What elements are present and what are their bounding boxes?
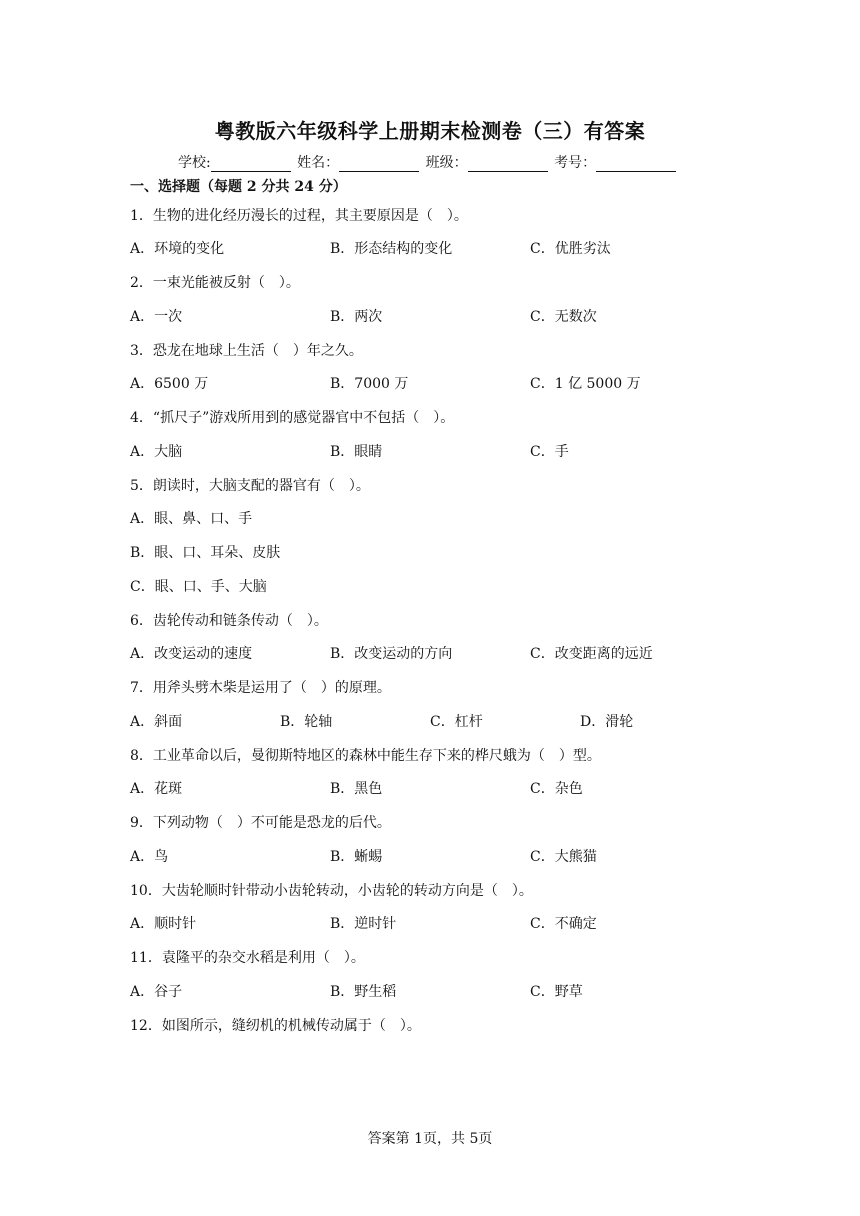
question-6: 6．齿轮传动和链条传动（ ）。	[130, 613, 328, 629]
q2-option-a: A．一次	[130, 309, 183, 325]
q5-option-b: B．眼、口、耳朵、皮肤	[130, 545, 281, 561]
q7-option-d: D．滑轮	[580, 714, 634, 730]
question-8: 8．工业革命以后，曼彻斯特地区的森林中能生存下来的桦尺蛾为（ ）型。	[130, 748, 601, 764]
q3-option-c: C．1 亿 5000 万	[530, 376, 641, 392]
q3-option-a: A．6500 万	[130, 376, 209, 392]
question-2: 2．一束光能被反射（ ）。	[130, 275, 300, 291]
q10-option-a: A．顺时针	[130, 916, 197, 932]
exam-no-blank	[596, 157, 676, 172]
q8-option-a: A．花斑	[130, 781, 183, 797]
page-title: 粤教版六年级科学上册期末检测卷（三）有答案	[214, 119, 646, 143]
q8-option-b: B．黑色	[330, 781, 383, 797]
q5-option-c: C．眼、口、手、大脑	[130, 579, 267, 595]
exam-no-label: 考号：	[554, 155, 597, 171]
q1-option-a: A．环境的变化	[130, 241, 225, 257]
question-4: 4．“抓尺子”游戏所用到的感觉器官中不包括（ ）。	[130, 410, 455, 426]
q7-option-c: C．杠杆	[430, 714, 483, 730]
q11-option-b: B．野生稻	[330, 984, 397, 1000]
name-blank	[339, 157, 419, 172]
q4-option-a: A．大脑	[130, 444, 183, 460]
q7-option-b: B．轮轴	[280, 714, 333, 730]
name-label: 姓名：	[297, 155, 340, 171]
q9-option-c: C．大熊猫	[530, 849, 597, 865]
q4-option-c: C．手	[530, 444, 569, 460]
school-blank	[211, 157, 291, 172]
question-10: 10．大齿轮顺时针带动小齿轮转动，小齿轮的转动方向是（ ）。	[130, 883, 533, 899]
q6-option-c: C．改变距离的远近	[530, 646, 653, 662]
question-9: 9．下列动物（ ）不可能是恐龙的后代。	[130, 815, 391, 831]
q11-option-a: A．谷子	[130, 984, 183, 1000]
class-label: 班级：	[425, 155, 468, 171]
question-3: 3．恐龙在地球上生活（ ）年之久。	[130, 343, 363, 359]
section-heading: 一、选择题（每题 2 分共 24 分）	[130, 179, 347, 195]
q6-option-a: A．改变运动的速度	[130, 646, 253, 662]
question-11: 11．袁隆平的杂交水稻是利用（ ）。	[130, 950, 365, 966]
page-footer: 答案第 1页，共 5页	[367, 1131, 493, 1147]
student-info-row	[178, 152, 678, 172]
q3-option-b: B．7000 万	[330, 376, 409, 392]
q2-option-c: C．无数次	[530, 309, 597, 325]
question-12: 12．如图所示，缝纫机的机械传动属于（ ）。	[130, 1018, 421, 1034]
q9-option-b: B．蜥蜴	[330, 849, 383, 865]
q4-option-b: B．眼睛	[330, 444, 383, 460]
q7-option-a: A．斜面	[130, 714, 183, 730]
school-label: 学校:	[178, 155, 211, 171]
q11-option-c: C．野草	[530, 984, 583, 1000]
q1-option-c: C．优胜劣汰	[530, 241, 611, 257]
class-blank	[468, 157, 548, 172]
q8-option-c: C．杂色	[530, 781, 583, 797]
q2-option-b: B．两次	[330, 309, 383, 325]
q6-option-b: B．改变运动的方向	[330, 646, 453, 662]
question-7: 7．用斧头劈木柴是运用了（ ）的原理。	[130, 680, 391, 696]
q10-option-b: B．逆时针	[330, 916, 397, 932]
q10-option-c: C．不确定	[530, 916, 597, 932]
q9-option-a: A．鸟	[130, 849, 169, 865]
question-1: 1．生物的进化经历漫长的过程，其主要原因是（ ）。	[130, 208, 468, 224]
question-5: 5．朗读时，大脑支配的器官有（ ）。	[130, 478, 370, 494]
q1-option-b: B．形态结构的变化	[330, 241, 453, 257]
q5-option-a: A．眼、鼻、口、手	[130, 511, 253, 527]
